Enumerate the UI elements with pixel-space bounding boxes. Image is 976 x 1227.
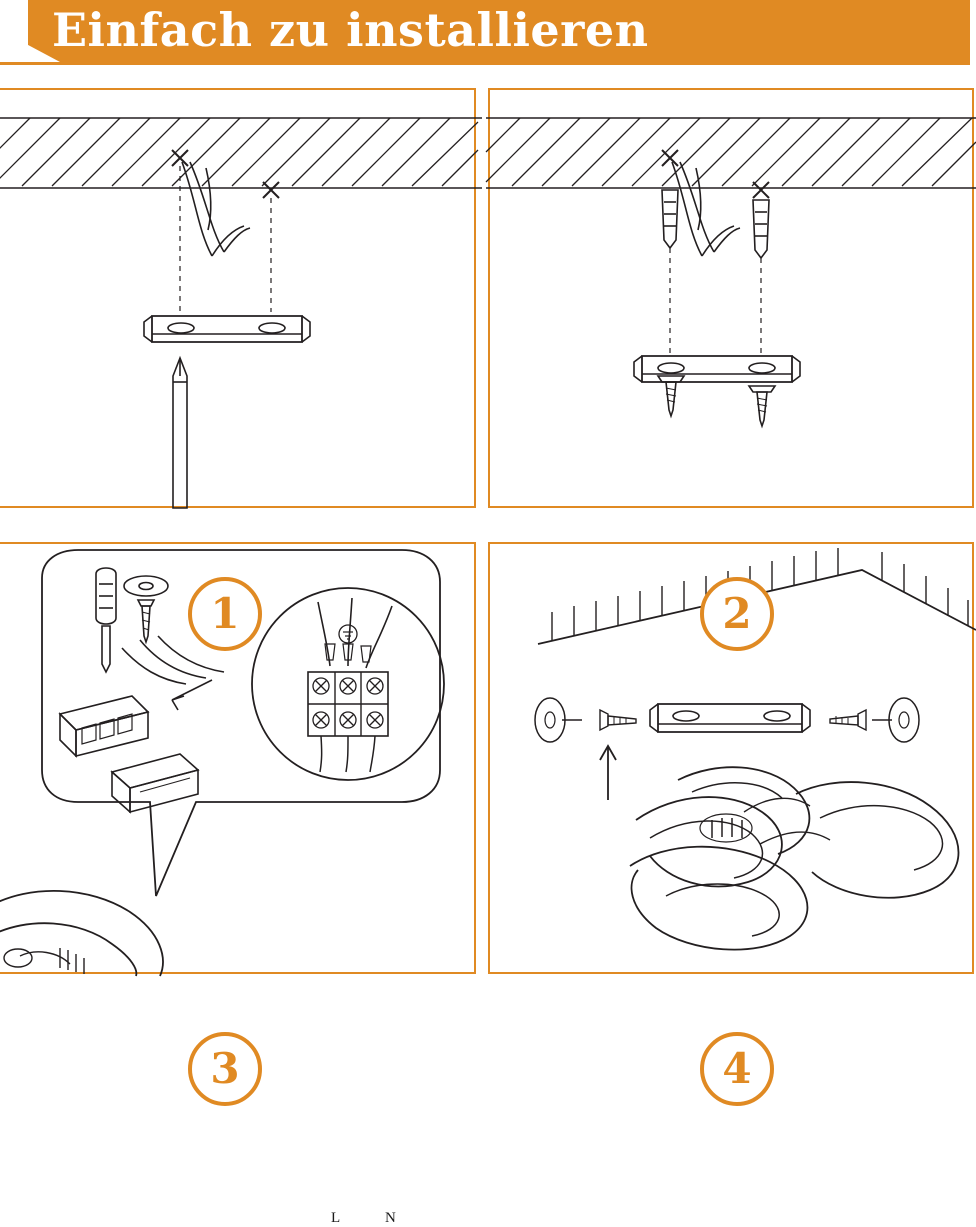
header-underline <box>0 62 970 65</box>
instruction-grid <box>0 66 970 1226</box>
header-banner <box>0 0 970 66</box>
step-badge-4: 4 <box>700 1032 774 1106</box>
page-title: Einfach zu installieren <box>52 3 649 57</box>
step-panel-1 <box>0 88 476 508</box>
step-badge-3: 3 <box>188 1032 262 1106</box>
terminal-label-n: N <box>385 1210 396 1226</box>
header-corner-notch <box>0 0 28 62</box>
step-badge-2: 2 <box>700 577 774 651</box>
step-2-illustration <box>490 90 976 510</box>
step-badge-1: 1 <box>188 577 262 651</box>
terminal-label-l: L <box>331 1210 341 1226</box>
step-panel-2 <box>488 88 974 508</box>
step-1-illustration <box>0 90 478 510</box>
